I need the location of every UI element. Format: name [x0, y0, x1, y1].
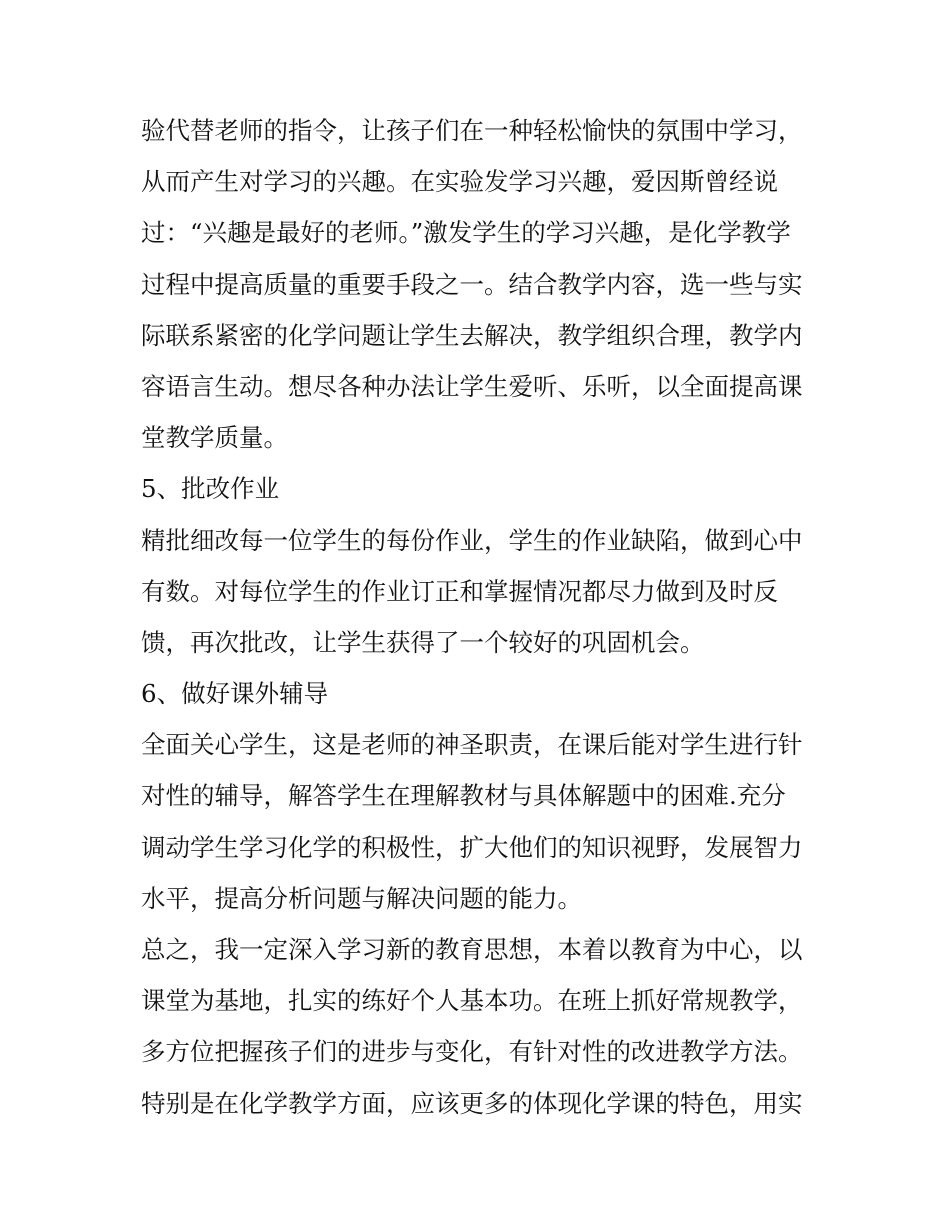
paragraph-line: 馈，再次批改，让学生获得了一个较好的巩固机会。: [141, 627, 705, 657]
section-heading: 5、批改作业: [141, 474, 280, 504]
paragraph-line: 对性的辅导，解答学生在理解教材与具体解题中的困难.充分: [141, 781, 786, 811]
section-heading: 6、做好课外辅导: [141, 679, 329, 709]
paragraph-line: 特别是在化学教学方面，应该更多的体现化学课的特色，用实: [141, 1088, 803, 1118]
paragraph-line: 验代替老师的指令，让孩子们在一种轻松愉快的氛围中学习，: [141, 116, 803, 145]
paragraph-line: 从而产生对学习的兴趣。在实验发学习兴趣，爱因斯曾经说: [141, 167, 778, 197]
paragraph-line: 容语言生动。想尽各种办法让学生爱听、乐听，以全面提高课: [141, 371, 803, 401]
document-body: [141, 105, 821, 1129]
paragraph-line: 有数。对每位学生的作业订正和掌握情况都尽力做到及时反: [141, 576, 778, 606]
paragraph-line: 调动学生学习化学的积极性，扩大他们的知识视野，发展智力: [141, 832, 803, 862]
paragraph-line: 全面关心学生，这是老师的神圣职责，在课后能对学生进行针: [141, 730, 803, 760]
paragraph-line: 过程中提高质量的重要手段之一。结合教学内容，选一些与实: [141, 269, 803, 299]
paragraph-line: 过：“兴趣是最好的老师。”激发学生的学习兴趣，是化学教学: [141, 218, 791, 248]
paragraph-line: 堂教学质量。: [141, 423, 288, 453]
paragraph-line: 际联系紧密的化学问题让学生去解决，教学组织合理，教学内: [141, 320, 803, 350]
paragraph-line: 多方位把握孩子们的进步与变化，有针对性的改进教学方法。: [141, 1037, 803, 1067]
paragraph-line: 课堂为基地，扎实的练好个人基本功。在班上抓好常规教学，: [141, 986, 803, 1016]
paragraph-line: 精批细改每一位学生的每份作业，学生的作业缺陷，做到心中: [141, 525, 803, 555]
paragraph-line: 水平，提高分析问题与解决问题的能力。: [141, 883, 582, 913]
paragraph-line: 总之，我一定深入学习新的教育思想，本着以教育为中心，以: [141, 935, 803, 964]
